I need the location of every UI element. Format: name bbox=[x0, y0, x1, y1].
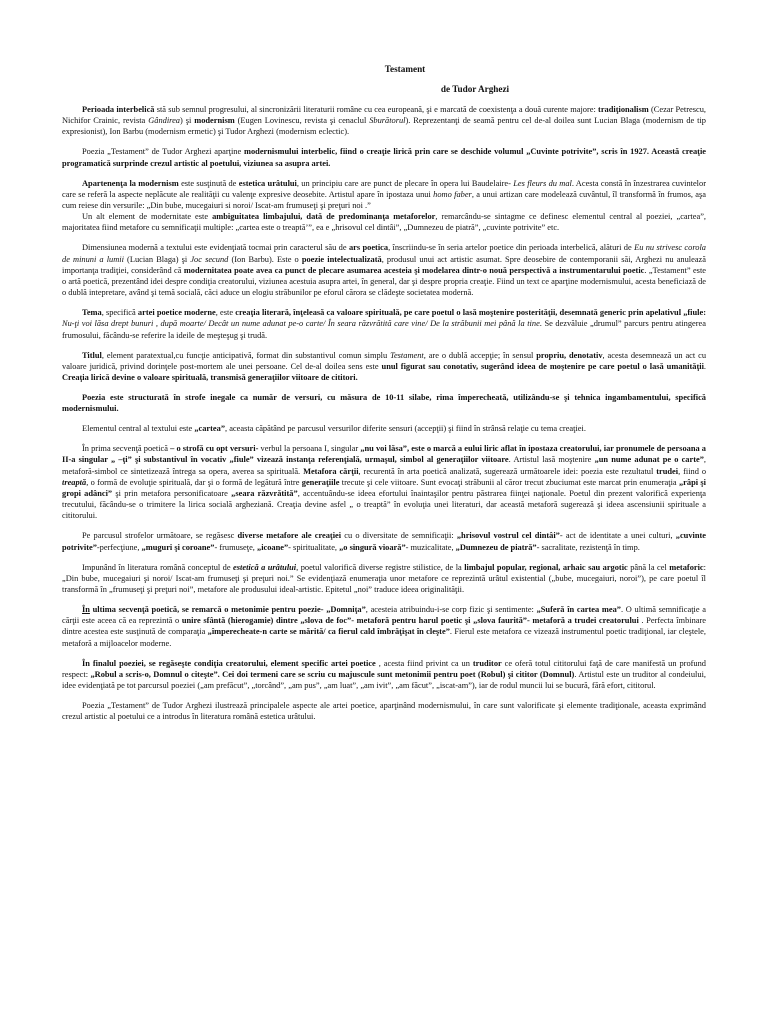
paragraph-last-sequence: În ultima secvenţă poetică, se remarcă o metonimie pentru poezie- „Domniţa”, acesteia atribuindu-i-se corp fizic şi sentimente: „Suferă în cartea mea”. O ultimă semnificaţie a cărţii este aceea că ea reprezintă o unire sfântă (hierogamie) dintre „slova de foc”- metaforă pentru harul poetic şi „slova faurită”- metaforă a trudei creatorului . Perfecta îmbinare dintre acestea este susţinută de comparaţia „împerecheate-n carte se mărită/ ca fierul cald îmbrăţişat în cleşte”. Fierul este metafora ce vizează instrumentul poetic tradiţional, iar cleştele, metaforă a mijloacelor moderne. bbox=[62, 605, 706, 648]
paragraph-modernism: Apartenenţa la modernism este susţinută de estetica urâtului, un principiu care are punct de plecare în opera lui Baudelaire- Les fleurs du mal. Acesta constă în înzestrarea cuvintelor care se referă la aspecte neplăcute ale realităţii cu valenţe expresive deosebite. Artistul apare în ipostaza unui homo faber, a unui artizan care modelează cuvântul, îl transformă în frumos, aşa cum reiese din versurile: „Din bube, mucegaiuri si noroi/ Iscat-am frumuseţi şi preţuri noi .” bbox=[62, 178, 706, 211]
paragraph-theme: Tema, specifică artei poetice moderne, este creaţia literară, înţeleasă ca valoare spirituală, pe care poetul o lasă moştenire posterităţii, desemnată generic prin apelativul „fiule: Nu-ţi voi lăsa drept bunuri , după moarte/ Decât un nume adunat pe-o carte/ În seara răzvrătită care vine/ De la străbunii mei până la tine. Se dezvăluie „drumul” parcurs pentru atingerea frumosului, făcându-se referire la ideile de meşteşug şi trudă. bbox=[62, 308, 706, 340]
paragraph-conclusion: Poezia „Testament” de Tudor Arghezi ilustrează principalele aspecte ale artei poetice, aparţinând modernismului, în care sunt valorificate şi elemente tradiţionale, aceasta exprimând crezul artistic al poetului ce a introdus în literatura română estetica urâtului. bbox=[62, 701, 706, 722]
paragraph-structure: Poezia este structurată în strofe inegale ca număr de versuri, cu măsura de 10-11 silabe, rima împerecheată, utilizându-se şi tehnica ingambamentului, specifică modernismului. bbox=[62, 393, 706, 414]
paragraph-title-meaning: Titlul, element paratextual,cu funcţie anticipativă, format din substantivul comun simplu Testament, are o dublă accepţie; în sensul propriu, denotativ, acesta desemnează un act cu valoare juridică, privind dorinţele post-mortem ale unei persoane. Cel de-al doilea sens este unul figurat sau conotativ, sugerând ideea de moştenire pe care poetul o lasă umanităţii. Creaţia lirică devine o valoare spirituală, transmisă generaţiilor viitoare de cititori. bbox=[62, 350, 707, 383]
paragraph-ugly-aesthetic: Impunând în literatura română conceptul de estetică a urâtului, poetul valorifică diverse registre stilistice, de la limbajul popular, regional, arhaic sau argotic până la cel metaforic: „Din bube, mucegaiuri şi noroi/ Iscat-am frumuseţi şi preţuri noi.” Se evidenţiază enumeraţia unor metafore ce reprezintă urâtul existential („bube, mucegaiuri, noroi”), pe care poetul îl transformă în „frumuseţi şi preţuri noi”, metafore ale produsului ideal-artistic. Epitetul „noi” traduce ideea originalităţii. bbox=[62, 562, 706, 595]
paragraph-intro: Poezia „Testament” de Tudor Arghezi aparţine modernismului interbelic, fiind o creaţie lirică prin care se deschide volumul „Cuvinte potrivite”, scris în 1927. Această creaţie programatică surprinde crezul artistic al poetului, viziunea sa asupra artei. bbox=[62, 147, 706, 168]
paragraph-final: În finalul poeziei, se regăseşte condiţia creatorului, element specific artei poetice , acesta fiind privint ca un truditor ce oferă totul cititorului faţă de care manifestă un profund respect: „Robul a scris-o, Domnul o citeşte”. Cei doi termeni care se scriu cu majuscule sunt metonimii pentru poet (Robul) şi cititor (Domnul). Artistul este un truditor al condeiului, idee evidenţiată pe tot parcursul poeziei („am prefăcut”, „torcând”, „am pus”, „am luat”, „am ivit”, „am făcut”, „iscat-am”), iar de rodul muncii lui se bucură, fără efort, cititorul. bbox=[62, 658, 706, 691]
paragraph-interwar-period: Perioada interbelică stă sub semnul progresului, al sincronizării literaturii române cu cea europeană, şi e marcată de coexistenţa a două curente majore: tradiţionalism (Cezar Petrescu, Nichifor Crainic, revista Gândirea) şi modernism (Eugen Lovinescu, revista şi cenaclul Sburătorul). Reprezentanţi de seamă pentru cel de-al doilea sunt Lucian Blaga (modernism de tip expresionist), Ion Barbu (modernism ermetic) şi Tudor Arghezi (modernism eclectic). bbox=[62, 105, 706, 137]
document-author: de Tudor Arghezi bbox=[440, 84, 510, 94]
paragraph-first-sequence: În prima secvenţă poetică – o strofă cu opt versuri- verbul la persoana I, singular „nu voi lăsa”, este o marcă a eului liric aflat în ipostaza creatorului, iar pronumele de persoana a II-a singular „ –ţi” şi substantivul în vocativ „fiule” vizează instanţa referenţială, urmaşul, simbol al generaţiilor viitoare. Artistul lasă moştenire „un nume adunat pe o carte”, metaforă-simbol ce sintetizează întrega sa opera, averea sa spirituală. Metafora cărţii, recurentă în arta poetică analizată, sugerează următoarele idei: poezia este rezultatul trudei, fiind o treaptă, o formă de evoluţie spirituală, dar şi o formă de legătură între generaţiile trecute şi cele viitoare. Sunt evocaţi străbunii al căror trecut zbuciumat este marcat prin enumeraţia „râpi şi gropi adânci” şi prin metafora personificatoare „seara răzvrătită”, accentuându-se ideea efortului înaintaşilor pentru păstrarea fiinţei naţionale. Poetul din prezent valorifică experienţa trecutului, făcându-se o trimitere la lirica socială argheziană. Creaţia devine asfel „ o treaptă” în evoluţia unei literaturi, dar această metaforă sugerează şi ideea ascensiunii spirituale a cititorului. bbox=[62, 444, 707, 521]
paragraph-ambiguity: Un alt element de modernitate este ambiguitatea limbajului, dată de predominanţa metaforelor, remarcându-se sintagme ce definesc elementul central al poeziei, „cartea”, majoritatea fiind metafore cu semnificaţii multiple: „cartea este o treaptă’”, ea e „hrisovul cel dintâi”, „Dumnezeu de piatră”, „cuvinte potrivite” etc. bbox=[62, 212, 706, 233]
paragraph-book-element: Elementul central al textului este „cartea”, aceasta căpătând pe parcusul versurilor diferite sensuri (accepţii) şi fiind în strânsă relaţie cu tema creaţiei. bbox=[82, 424, 586, 434]
document-title: Testament bbox=[384, 64, 426, 74]
paragraph-metaphors: Pe parcusul strofelor următoare, se regăsesc diverse metafore ale creaţiei cu o diversitate de semnificaţii: „hrisovul vostrul cel dintâi”- act de identitate a unei culturi, „cuvinte potrivite”-perfecţiune, „muguri şi coroane”- frumuseţe, „icoane”- spiritualitate, „o singură vioară”- muzicalitate, „Dumnezeu de piatră”- sacralitate, rezistenţă în timp. bbox=[62, 531, 706, 552]
paragraph-ars-poetica: Dimensiunea modernă a textului este evidenţiată tocmai prin caracterul său de ars poetica, înscriindu-se în seria artelor poetice din perioada interbelică, alături de Eu nu strivesc corola de minuni a lumii (Lucian Blaga) şi Joc secund (Ion Barbu). Este o poezie intelectualizată, produsul unui act artistic asumat. Spre deosebire de contemporanii săi, Arghezi nu anulează importanţa tradiţiei, considerând că modernitatea poate avea ca punct de plecare asumarea acesteia şi modelarea dintr-o nouă perspectivă a instrumentarului poetic. „Testament” este o artă poetică, prezentând idei despre condiţia creatorului, viziunea acestuia asupra artei, în general, dar şi despre propria creaţie. Fiind un text ce aparţine modernismului, acesta beneficiază de o dublă intepretare, având şi temă socială, căci aduce un elogiu străbunilor pe eforul cărora se clădeşte societatea modernă. bbox=[62, 243, 706, 298]
document-body bbox=[62, 104, 706, 723]
